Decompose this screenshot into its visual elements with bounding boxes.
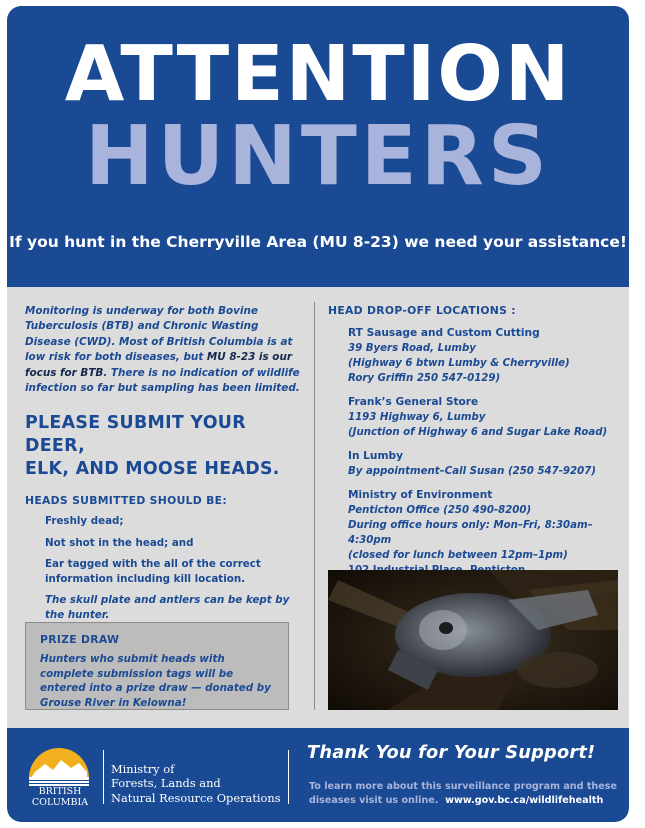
poster [7,6,629,822]
location-name: Ministry of Environment [348,489,493,501]
requirements-list [25,514,300,622]
call-to-action-line2: ELK, AND MOOSE HEADS. [25,459,280,480]
dropoff-location [348,395,618,440]
deer-photo-icon [328,570,618,710]
location-line: (closed for lunch between 12pm–1pm) [348,550,568,562]
list-item: Freshly dead; [45,515,124,528]
logo-text-line2: COLUMBIA [31,796,89,808]
location-line: By appointment–Call Susan (250 547-9207) [348,465,596,477]
thank-you-heading: Thank You for Your Support! [307,742,596,763]
column-divider [314,302,315,710]
call-to-action-heading [25,412,300,481]
right-column [328,304,618,579]
intro-emphasis: MU 8-23 is our focus for BTB [25,351,292,379]
location-name: Frank’s General Store [348,396,479,409]
left-column [25,304,300,622]
list-item: Ear tagged with the all of the correct information including kill location. [45,558,261,585]
intro-text-2: . There is no indication of wildlife infection so far but sampling has been limited. [25,366,300,395]
header-subtitle: If you hunt in the Cherryville Area (MU 8-23) we need your assistance! [9,233,627,251]
location-name: In Lumby [348,450,403,463]
ministry-line1: Ministry of [111,762,175,776]
dropoff-location [348,449,618,479]
learn-line2: diseases visit us online. [309,795,439,807]
dropoff-title: HEAD DROP-OFF LOCATIONS : [328,304,516,317]
learn-line1: To learn more about this surveillance program and these [309,781,617,792]
location-line: During office hours only: Mon–Fri, 8:30am–4:30pm [348,519,593,546]
title-attention: ATTENTION [64,30,572,119]
ministry-line2: Forests, Lands and [111,776,221,791]
bc-logo-wordmark [23,787,97,808]
ministry-name [111,762,281,805]
intro-paragraph [25,304,300,396]
location-line: (Highway 6 btwn Lumby & Cherryville) [348,357,570,369]
footer-divider [103,750,104,804]
deer-head-photo [328,570,618,710]
footer-banner [7,728,629,822]
list-item: The skull plate and antlers can be kept by the hunter. [45,594,290,621]
prize-title: PRIZE DRAW [40,633,120,646]
location-line: 1193 Highway 6, Lumby [348,411,486,423]
location-line: 39 Byers Road, Lumby [348,342,476,354]
learn-line2-row [309,794,619,808]
intro-text-1: Monitoring is underway for both Bovine Tuberculosis (BTB) and Chronic Wasting Disease (CWD). Most of British Columbia is at low risk for both diseases, but [25,305,293,364]
location-name: RT Sausage and Custom Cutting [348,327,540,339]
prize-text: Hunters who submit heads with complete submission tags will be entered into a prize draw — donated by Grouse River in Kelowna! [40,653,271,709]
dropoff-location [348,488,618,579]
header-banner [7,6,629,287]
dropoff-location [348,326,618,386]
requirements-title: HEADS SUBMITTED SHOULD BE: [25,494,227,508]
footer-divider [288,750,289,804]
title-hunters: HUNTERS [85,109,551,204]
location-line: Rory Griffin 250 547-0129) [348,373,501,384]
prize-draw-box [25,622,289,710]
ministry-line3: Natural Resource Operations [111,790,281,805]
location-line: Penticton Office (250 490-8200) [348,504,532,516]
logo-text-line1: BRITISH [38,786,82,797]
learn-more-text [309,780,619,809]
bc-sunset-logo-icon [27,748,91,786]
location-line: (Junction of Highway 6 and Sugar Lake Road) [348,427,608,438]
website-link[interactable]: www.gov.bc.ca/wildlifehealth [445,795,604,807]
call-to-action-line1: PLEASE SUBMIT YOUR DEER, [25,413,246,457]
list-item: Not shot in the head; and [45,536,194,549]
